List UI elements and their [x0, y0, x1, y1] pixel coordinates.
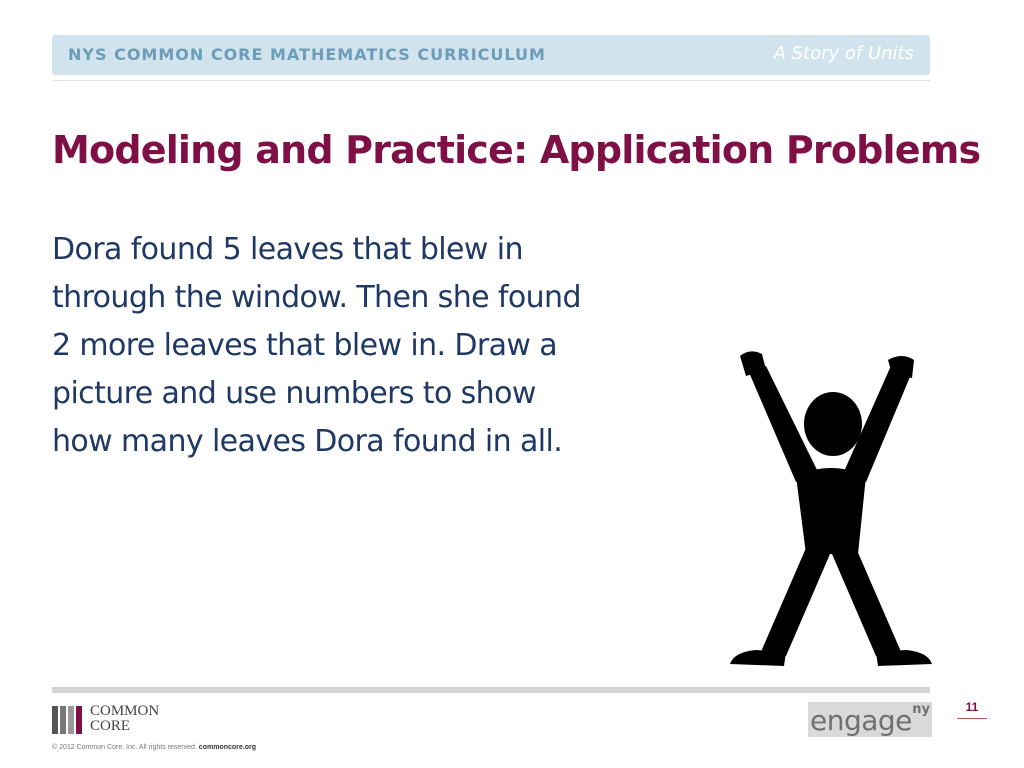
- engage-ny-logo: [808, 702, 932, 737]
- header-divider: [52, 80, 930, 81]
- engage-wordmark: engage: [810, 704, 912, 737]
- problem-line: through the window. Then she found: [52, 280, 581, 315]
- problem-line: 2 more leaves that blew in. Draw a: [52, 328, 558, 363]
- copyright-link[interactable]: commoncore.org: [198, 744, 256, 751]
- slide-title: Modeling and Practice: Application Problems: [52, 128, 981, 172]
- header-band: [52, 35, 930, 75]
- curriculum-label: NYS COMMON CORE MATHEMATICS CURRICULUM: [68, 45, 546, 64]
- problem-line: picture and use numbers to show: [52, 376, 536, 411]
- common-core-bars-icon: [52, 706, 86, 734]
- problem-line: Dora found 5 leaves that blew in: [52, 232, 523, 267]
- page-number: 11: [965, 700, 979, 714]
- engage-ny-superscript: ny: [912, 702, 930, 717]
- common-core-wordmark: COMMON CORE: [90, 703, 160, 734]
- series-label: A Story of Units: [773, 43, 914, 64]
- footer-divider: [52, 687, 930, 693]
- cheering-person-silhouette-icon: [726, 348, 936, 672]
- page-number-underline: [957, 718, 987, 719]
- problem-line: how many leaves Dora found in all.: [52, 424, 563, 459]
- copyright-notice: © 2012 Common Core, Inc. All rights reserved. commoncore.org: [52, 744, 256, 751]
- common-core-logo: [52, 703, 192, 736]
- problem-text: [52, 226, 672, 466]
